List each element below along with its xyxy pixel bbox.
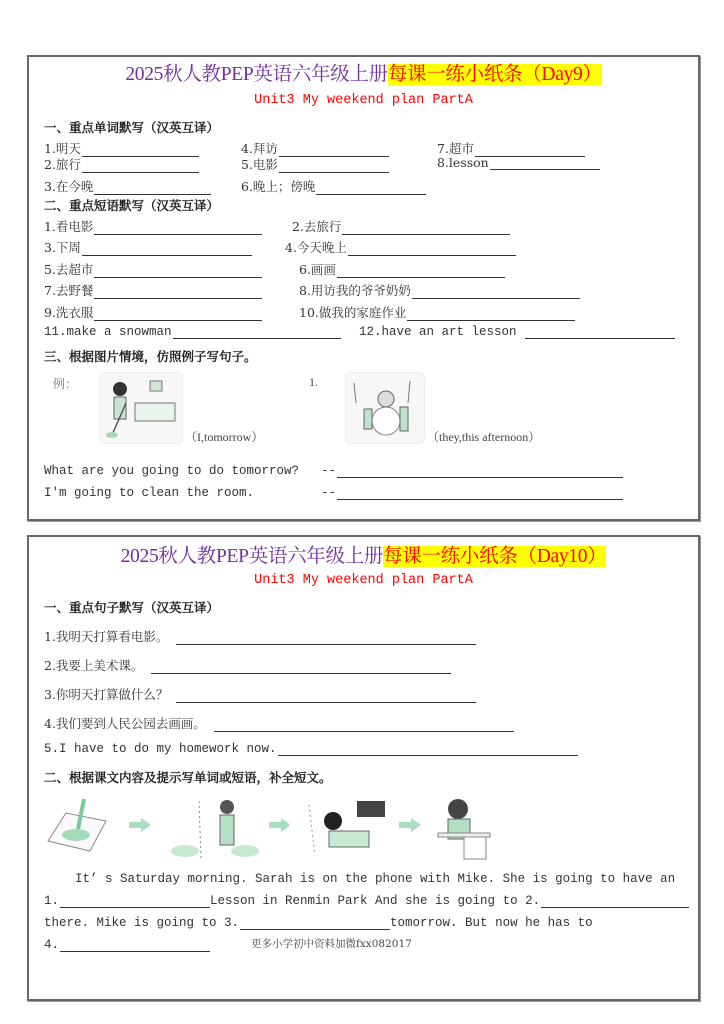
boy-homework-image xyxy=(434,795,494,863)
answer-blank[interactable] xyxy=(214,719,514,732)
phrase-item[interactable]: 2.去旅行 xyxy=(292,217,510,235)
girl-in-park-image xyxy=(169,795,261,863)
vocab-item[interactable]: 1.明天 xyxy=(44,139,199,157)
sheet-title xyxy=(29,545,698,569)
answer-blank[interactable] xyxy=(337,265,505,278)
phrase-item[interactable]: 7.去野餐 xyxy=(44,281,262,299)
vocab-item[interactable]: 4.拜访 xyxy=(241,139,389,157)
answer-blank[interactable] xyxy=(407,308,575,321)
answer-blank[interactable] xyxy=(94,286,262,299)
section-heading: 一、重点句子默写（汉英互译） xyxy=(44,600,220,615)
phrase-item[interactable]: 9.洗衣服 xyxy=(44,303,262,321)
phrase-item[interactable]: 4.今天晚上 xyxy=(285,238,516,256)
answer-blank[interactable] xyxy=(176,632,476,645)
title-highlight: 每课一练小纸条（Day10） xyxy=(383,546,607,567)
answer-blank[interactable] xyxy=(82,160,199,173)
answer-blank[interactable] xyxy=(348,243,516,256)
snowman-image xyxy=(345,372,425,444)
worksheet-day10 xyxy=(27,535,700,1001)
phrase-item[interactable]: 3.下周 xyxy=(44,238,252,256)
answer-line[interactable]: -- xyxy=(321,486,623,500)
answer-blank[interactable] xyxy=(176,690,476,703)
answer-blank[interactable] xyxy=(240,917,390,930)
sentence-item[interactable]: 1.我明天打算看电影。 xyxy=(44,627,476,645)
answer-blank[interactable] xyxy=(82,243,252,256)
worksheet-day9 xyxy=(27,55,700,521)
phrase-item[interactable]: 11.make a snowman xyxy=(44,325,341,339)
answer-line[interactable]: -- xyxy=(321,464,623,478)
answer-blank[interactable] xyxy=(412,286,580,299)
answer-blank[interactable] xyxy=(337,487,623,500)
snowman-illustration-icon xyxy=(346,373,424,443)
sheet-title xyxy=(29,63,698,87)
section-heading: 一、重点单词默写（汉英互译） xyxy=(44,120,220,135)
example-question: What are you going to do tomorrow? xyxy=(44,464,300,478)
cinema-illustration-icon xyxy=(289,795,389,863)
question-number: 1. xyxy=(309,375,318,389)
vocab-item[interactable]: 3.在今晚 xyxy=(44,177,211,195)
watermark-note: 更多小学初中资料加微fxx082017 xyxy=(251,938,412,950)
answer-blank[interactable] xyxy=(94,308,262,321)
title-main: 2025秋人教PEP英语六年级上册 xyxy=(120,546,384,567)
boy-cleaning-room-image xyxy=(99,372,183,444)
sentence-item[interactable]: 4.我们要到人民公园去画画。 xyxy=(44,714,514,732)
answer-blank[interactable] xyxy=(151,661,451,674)
answer-blank[interactable] xyxy=(316,182,426,195)
answer-blank[interactable] xyxy=(490,157,600,170)
homework-illustration-icon xyxy=(434,795,494,863)
park-illustration-icon xyxy=(169,795,261,863)
answer-blank[interactable] xyxy=(94,182,211,195)
phrase-item[interactable]: 1.看电影 xyxy=(44,217,262,235)
vocab-item[interactable]: 2.旅行 xyxy=(44,155,199,173)
example-hint: （I,tomorrow） xyxy=(185,430,264,444)
phrase-item[interactable]: 8.用访我的爷爷奶奶 xyxy=(299,281,580,299)
sentence-item[interactable]: 3.你明天打算做什么？ xyxy=(44,685,476,703)
passage-line[interactable]: 1. Lesson in Renmin Park And she is going to 2. xyxy=(44,894,689,908)
title-main: 2025秋人教PEP英语六年级上册 xyxy=(125,64,388,85)
passage-line: It’ s Saturday morning. Sarah is on the phone with Mike. She is going to have an xyxy=(75,872,676,886)
question-hint: （they,this afternoon） xyxy=(427,430,541,444)
answer-blank[interactable] xyxy=(541,895,689,908)
passage-line[interactable]: there. Mike is going to 3. tomorrow. But now he has to xyxy=(44,916,593,930)
section-heading: 二、重点短语默写（汉英互译） xyxy=(44,198,220,213)
answer-blank[interactable] xyxy=(94,222,262,235)
phrase-item[interactable]: 10.做我的家庭作业 xyxy=(299,303,575,321)
cinema-image xyxy=(289,795,389,863)
answer-blank[interactable] xyxy=(337,465,623,478)
answer-blank[interactable] xyxy=(525,326,675,339)
sheet-subtitle: Unit3 My weekend plan PartA xyxy=(254,573,473,588)
cleaning-illustration-icon xyxy=(100,373,182,443)
brush-illustration-icon xyxy=(44,795,110,855)
example-label: 例： xyxy=(53,377,78,391)
section-heading: 三、根据图片情境，仿照例子写句子。 xyxy=(44,349,257,364)
phrase-item[interactable]: 6.画画 xyxy=(299,260,505,278)
painting-brush-image xyxy=(44,795,110,855)
vocab-item[interactable]: 6.晚上；傍晚 xyxy=(241,177,426,195)
vocab-item[interactable]: 7.超市 xyxy=(437,139,585,157)
sheet-subtitle: Unit3 My weekend plan PartA xyxy=(254,93,473,108)
sentence-item[interactable]: 2.我要上美术课。 xyxy=(44,656,451,674)
example-answer: I'm going to clean the room. xyxy=(44,486,255,500)
title-highlight: 每课一练小纸条（Day9） xyxy=(387,64,602,85)
phrase-item[interactable]: 5.去超市 xyxy=(44,260,262,278)
answer-blank[interactable] xyxy=(173,326,341,339)
answer-blank[interactable] xyxy=(60,939,210,952)
answer-blank[interactable] xyxy=(94,265,262,278)
answer-blank[interactable] xyxy=(60,895,210,908)
phrase-item[interactable]: 12.have an art lesson xyxy=(359,325,675,339)
answer-blank[interactable] xyxy=(279,160,389,173)
answer-blank[interactable] xyxy=(342,222,510,235)
vocab-item[interactable]: 5.电影 xyxy=(241,155,389,173)
passage-line[interactable]: 4. xyxy=(44,938,210,952)
answer-blank[interactable] xyxy=(278,743,578,756)
vocab-item[interactable]: 8.lesson xyxy=(437,155,600,170)
sentence-item[interactable]: 5.I have to do my homework now. xyxy=(44,742,578,756)
section-heading: 二、根据课文内容及提示写单词或短语，补全短文。 xyxy=(44,770,332,785)
